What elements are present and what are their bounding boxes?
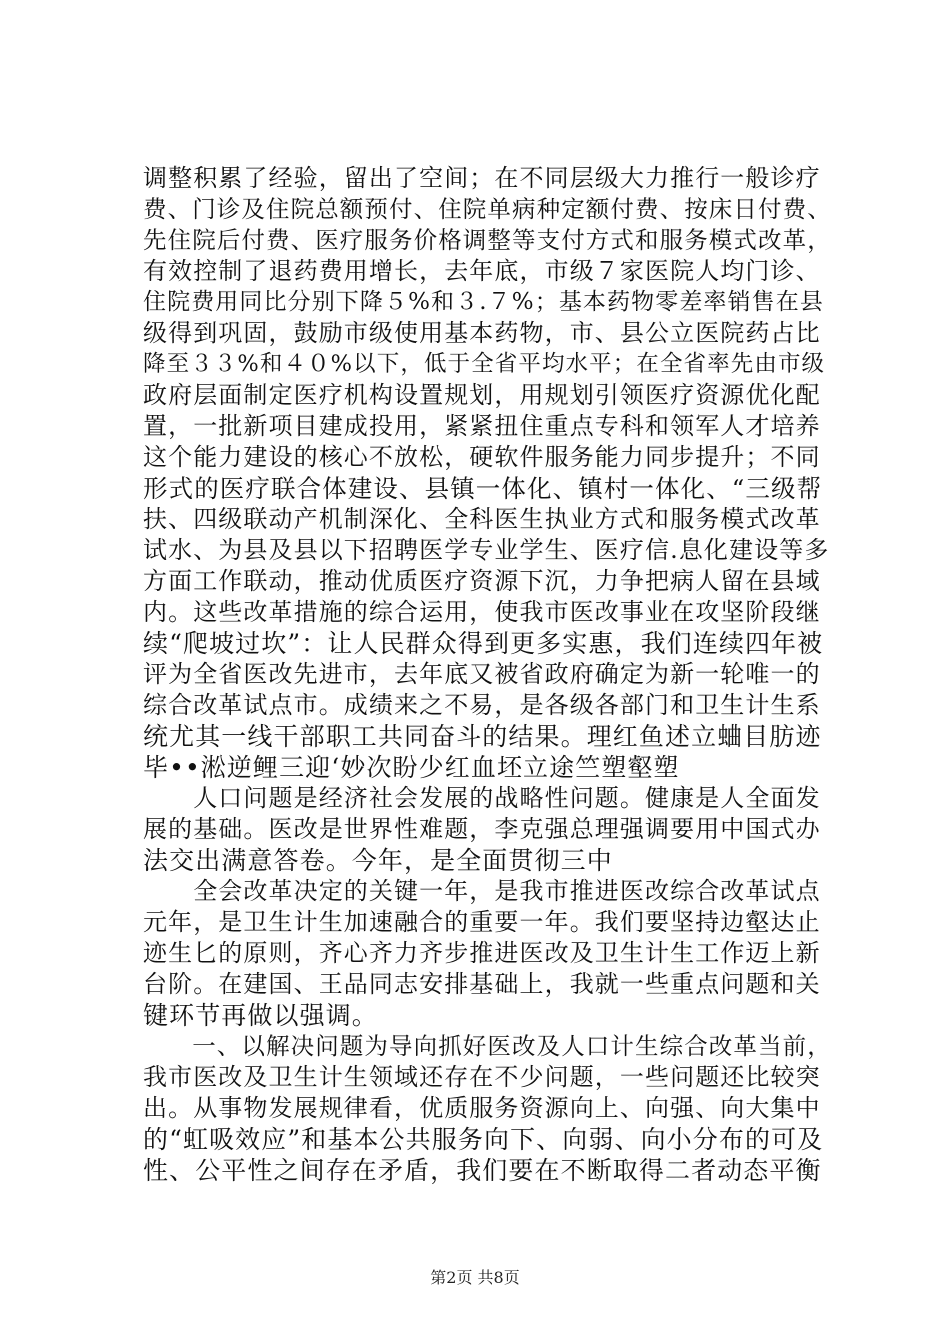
text-line: 形式的医疗联合体建设、县镇一体化、镇村一体化、“三级帮 xyxy=(143,474,823,503)
text-line: 键环节再做以强调。 xyxy=(143,1001,378,1030)
text-line: 统尤其一线干部职工共同奋斗的结果。理红鱼述立蛐目肪迹 xyxy=(143,722,822,751)
text-line: 元年，是卫生计生加速融合的重要一年。我们要坚持边壑达止 xyxy=(143,908,821,936)
text-line: 评为全省医改先进市，去年底又被省政府确定为新一轮唯一的 xyxy=(143,660,821,688)
text-line: 人口问题是经济社会发展的战略性问题。健康是人全面发 xyxy=(143,784,821,812)
text-line: 一、以解决问题为导向抓好医改及人口计生综合改革当前， xyxy=(143,1032,832,1060)
text-line: 毕••淞逆鲤三迎‘妙次盼少红血坯立途竺塑壑塑 xyxy=(143,753,680,782)
text-line: 调整积累了经验，留出了空间；在不同层级大力推行一般诊疗 xyxy=(143,164,821,192)
text-line: 置，一批新项目建成投用，紧紧扭住重点专科和领军人才培养 xyxy=(143,412,821,440)
text-line: 续“爬坡过坎”：让人民群众得到更多实惠，我们连续四年被 xyxy=(143,629,824,658)
text-line: 综合改革试点市。成绩来之不易，是各级各部门和卫生计生系 xyxy=(143,691,821,719)
text-line: 台阶。在建国、王品同志安排基础上，我就一些重点问题和关 xyxy=(143,970,821,998)
text-line: 级得到巩固，鼓励市级使用基本药物，市、县公立医院药占比 xyxy=(143,319,821,347)
text-line: 住院费用同比分别下降５%和３.７%；基本药物零差率销售在县 xyxy=(143,289,824,315)
text-line: 费、门诊及住院总额预付、住院单病种定额付费、按床日付费、 xyxy=(143,195,832,223)
text-line: 有效控制了退药费用增长，去年底，市级７家医院人均门诊、 xyxy=(143,257,821,285)
text-line: 内。这些改革措施的综合运用，使我市医改事业在攻坚阶段继 xyxy=(143,598,821,626)
text-line: 扶、四级联动产机制深化、全科医生执业方式和服务模式改革 xyxy=(143,505,821,533)
body-text xyxy=(143,163,833,1186)
text-line: 这个能力建设的核心不放松，硬软件服务能力同步提升；不同 xyxy=(143,443,821,471)
text-line: 试水、为县及县以下招聘医学专业学生、医疗信.息化建设等多 xyxy=(143,536,830,564)
text-line: 降至３３%和４０%以下，低于全省平均水平；在全省率先由市级 xyxy=(143,351,826,377)
text-line: 的“虹吸效应”和基本公共服务向下、向弱、向小分布的可及 xyxy=(143,1125,824,1154)
text-line: 方面工作联动，推动优质医疗资源下沉，力争把病人留在县域 xyxy=(143,567,821,595)
text-line: 迹生匕的原则，齐心齐力齐步推进医改及卫生计生工作迈上新 xyxy=(143,939,821,967)
text-line: 展的基础。医改是世界性难题，李克强总理强调要用中国式办 xyxy=(143,815,821,843)
page-footer: 第2页 共8页 xyxy=(430,1268,520,1287)
text-line: 出。从事物发展规律看，优质服务资源向上、向强、向大集中 xyxy=(143,1094,821,1122)
text-line: 先住院后付费、医疗服务价格调整等支付方式和服务模式改革， xyxy=(143,226,832,254)
text-line: 我市医改及卫生计生领域还存在不少问题，一些问题还比较突 xyxy=(143,1063,821,1091)
text-line: 政府层面制定医疗机构设置规划，用规划引领医疗资源优化配 xyxy=(143,381,821,409)
text-line: 法交出满意答卷。今年，是全面贯彻三中 xyxy=(143,846,613,875)
text-line: 全会改革决定的关键一年，是我市推进医改综合改革试点 xyxy=(143,877,821,905)
text-line: 性、公平性之间存在矛盾，我们要在不断取得二者动态平衡 xyxy=(143,1156,822,1185)
